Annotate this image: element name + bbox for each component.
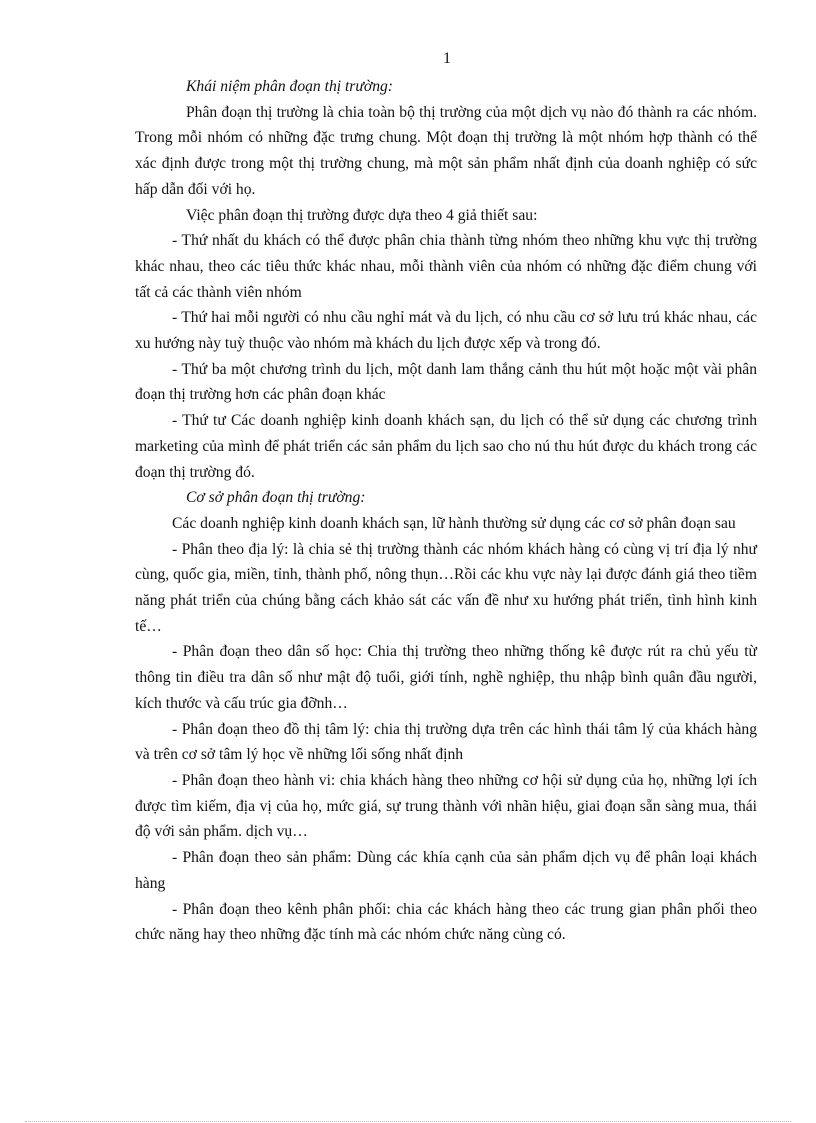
section-heading: Khái niệm phân đoạn thị trường: xyxy=(186,78,393,95)
section-heading: Cơ sở phân đoạn thị trường: xyxy=(186,489,366,507)
page-number: 1 xyxy=(443,50,451,67)
list-item: - Phân đoạn theo kênh phân phối: chia các khách hàng theo các trung gian phân phối theo chức năng hay theo những đặc tính mà các nhóm chức năng cùng có. xyxy=(135,900,757,944)
body-paragraph: Phân đoạn thị trường là chia toàn bộ thị trường của một dịch vụ nào đó thành ra các nhóm. Trong mỗi nhóm có những đặc trưng chung. Một đoạn thị trường là một nhóm hợp thành có thể xác định được trong một thị trường chung, mà một sản phẩm nhất định của doanh nghiệp có sức hấp dẫn đối với họ. xyxy=(135,103,757,198)
list-item: - Thứ ba một chương trình du lịch, một danh lam thắng cảnh thu hút một hoặc một vài phân đoạn thị trường hơn các phân đoạn khác xyxy=(135,360,757,404)
body-paragraph: Việc phân đoạn thị trường được dựa theo 4 giả thiết sau: xyxy=(186,206,538,224)
page-bottom-divider xyxy=(25,1121,791,1122)
list-item: - Thứ tư Các doanh nghiệp kinh doanh khách sạn, du lịch có thể sử dụng các chương trình marketing của mình để phát triển các sản phẩm du lịch sao cho nú thu hút được du khách trong các đoạn thị trường đó. xyxy=(135,412,757,481)
document-body xyxy=(135,74,757,948)
list-item: - Phân đoạn theo dân số học: Chia thị trường theo những thống kê được rút ra chủ yếu từ thông tin điều tra dân số như mật độ tuổi, giới tính, nghề nghiệp, thu nhập bình quân đầu người, kích thước và cấu trúc gia đỡnh… xyxy=(135,643,757,712)
body-paragraph: Các doanh nghiệp kinh doanh khách sạn, lữ hành thường sử dụng các cơ sở phân đoạn sau xyxy=(172,514,736,532)
list-item: - Phân đoạn theo sản phẩm: Dùng các khía cạnh của sản phẩm dịch vụ để phân loại khách hàng xyxy=(135,849,757,892)
list-item: - Thứ nhất du khách có thể được phân chia thành từng nhóm theo những khu vực thị trường khác nhau, theo các tiêu thức khác nhau, mỗi thành viên của nhóm có những đặc điểm chung với tất cả các thành viên nhóm xyxy=(135,232,757,301)
list-item: - Phân đoạn theo hành vi: chia khách hàng theo những cơ hội sử dụng của họ, những lợi ích được tìm kiếm, địa vị của họ, mức giá, sự trung thành với nhãn hiệu, giai đoạn sẵn sàng mua, thái độ với sản phẩm. dịch vụ… xyxy=(135,771,757,841)
list-item: - Thứ hai mỗi người có nhu cầu nghỉ mát và du lịch, có nhu cầu cơ sở lưu trú khác nhau, các xu hướng này tuỳ thuộc vào nhóm mà khách du lịch được xếp và trong đó. xyxy=(135,309,757,353)
list-item: - Phân theo địa lý: là chia sẻ thị trường thành các nhóm khách hàng có cùng vị trí địa lý như cùng, quốc gia, miền, tỉnh, thành phố, nông thụn…Rồi các khu vực này lại được đánh giá theo tiềm năng phát triển của chúng bằng cách khảo sát các vấn đề như xu hướng phát triển, tình hình kinh tế… xyxy=(135,540,757,635)
list-item: - Phân đoạn theo đồ thị tâm lý: chia thị trường dựa trên các hình thái tâm lý của khách hàng và trên cơ sở tâm lý học về những lối sống nhất định xyxy=(135,720,757,764)
